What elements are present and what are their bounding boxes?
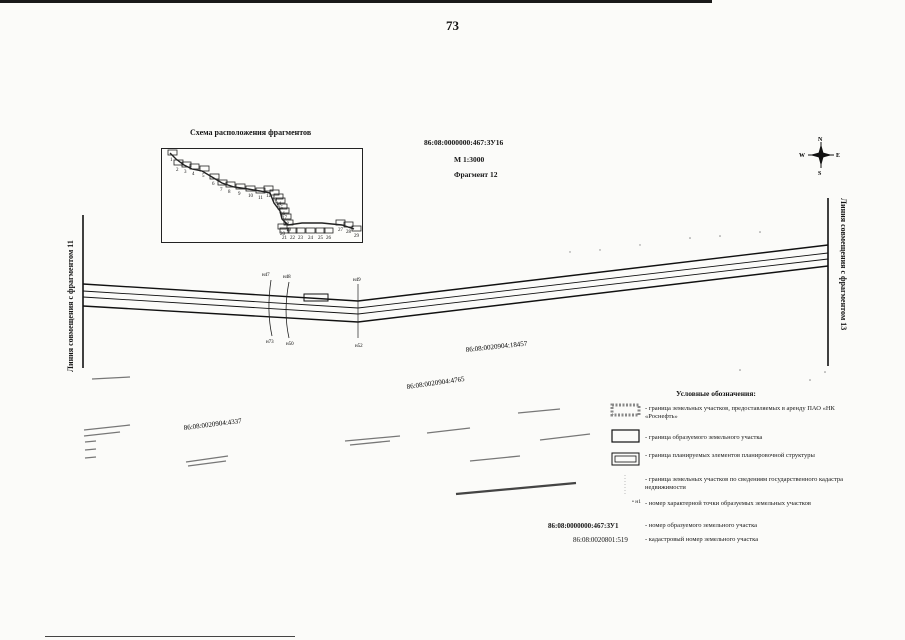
inset-fragment-number: 8	[228, 190, 231, 195]
compass-n: N	[818, 137, 823, 143]
inset-fragment-number: 7	[220, 188, 223, 193]
inset-fragment-number: 15	[278, 206, 283, 211]
inset-fragment-number: 29	[354, 234, 359, 239]
legend-item-cadastre-boundary: - граница земельных участков по сведениям государственного кадастра недвижимости	[645, 476, 844, 491]
inset-fragment-number: 1	[170, 158, 173, 163]
bottom-border-line	[45, 636, 295, 637]
legend-sample-plot-number: 86:08:0000000:467:ЗУ1	[548, 522, 619, 530]
point-label: н50	[286, 342, 294, 347]
compass-w: W	[799, 153, 805, 159]
point-label: н73	[266, 340, 274, 345]
compass-s: S	[818, 171, 822, 176]
map-scale: М 1:3000	[454, 155, 485, 164]
legend-sample-cadastral-number: 86:08:0020801:519	[573, 536, 628, 544]
inset-fragment-number: 21	[282, 236, 287, 241]
inset-fragment-number: 22	[290, 236, 295, 241]
inset-fragment-number: 11	[258, 196, 263, 201]
legend-sample-point: • н1	[632, 499, 641, 505]
legend-item-planning-boundary: - граница планируемых элементов планировочной структуры	[645, 452, 815, 459]
inset-fragment-number: 16	[280, 212, 285, 217]
left-match-label: Линия совмещения с фрагментом 11	[66, 240, 75, 372]
inset-title: Схема расположения фрагментов	[190, 128, 312, 137]
inset-fragment-number: 14	[276, 202, 281, 207]
legend-item-plot-number: - номер образуемого земельного участка	[645, 522, 758, 529]
inset-fragment-number: 27	[338, 228, 343, 233]
fragment-label: Фрагмент 12	[454, 170, 498, 179]
inset-fragment-number: 6	[212, 182, 215, 187]
parcel-label: 86:08:0020904:4765	[406, 374, 466, 391]
inset-fragment-number: 25	[318, 236, 323, 241]
point-label: н52	[355, 344, 363, 349]
point-label: н48	[283, 275, 291, 280]
point-label: н49	[353, 278, 361, 283]
point-label: н47	[262, 273, 270, 278]
inset-fragment-number: 3	[184, 170, 187, 175]
page-number: 73	[446, 18, 459, 33]
inset-fragment-number: 12	[266, 194, 271, 199]
legend-title: Условные обозначения:	[676, 389, 756, 398]
legend-item-point-number: - номер характерной точки образуемых земельных участков	[645, 500, 811, 507]
compass-e: E	[836, 153, 841, 159]
inset-fragment-number: 13	[272, 198, 277, 203]
plot-id: 86:08:0000000:467:ЗУ16	[424, 138, 504, 147]
inset-fragment-number: 4	[192, 172, 195, 177]
inset-fragment-number: 17	[282, 216, 287, 221]
legend-item-lease-boundary: - граница земельных участков, предоставляемых в аренду ПАО «НК «Роснефть»	[645, 405, 835, 420]
inset-fragment-number: 18	[284, 222, 289, 227]
inset-fragment-number: 2	[176, 168, 179, 173]
inset-fragment-number: 19	[286, 228, 291, 233]
inset-fragment-number: 28	[346, 230, 351, 235]
inset-fragment-number: 9	[238, 192, 241, 197]
parcel-label: 86:08:0020904:18457	[465, 339, 528, 354]
inset-fragment-number: 10	[248, 194, 253, 199]
inset-fragment-number: 26	[326, 236, 331, 241]
parcel-label: 86:08:0020904:4337	[183, 416, 243, 432]
inset-fragment-number: 24	[308, 236, 313, 241]
right-match-label: Линия совмещения с фрагментом 13	[839, 198, 848, 331]
inset-fragment-number: 23	[298, 236, 303, 241]
inset-fragment-number: 20	[280, 232, 285, 237]
legend-item-new-plot-boundary: - граница образуемого земельного участка	[645, 434, 763, 441]
inset-fragment-number: 5	[202, 174, 205, 179]
legend-item-cadastral-number: - кадастровый номер земельного участка	[645, 536, 759, 543]
